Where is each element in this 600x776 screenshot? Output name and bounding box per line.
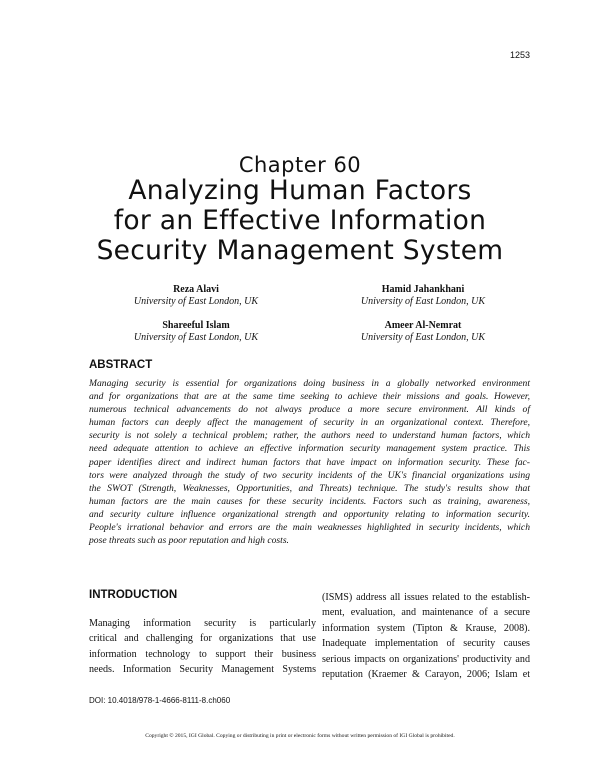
abstract-line: numerous technical advancements do not always produce a more secure environment. All kinds of <box>89 404 530 416</box>
abstract-body <box>89 377 530 547</box>
author-affiliation: University of East London, UK <box>133 332 259 343</box>
author-block <box>76 284 316 308</box>
body-column-right <box>322 590 530 682</box>
abstract-line: need adequate attention to achieve an effective information security management system practice. This <box>89 443 530 455</box>
author-affiliation: University of East London, UK <box>360 332 486 343</box>
body-line: critical and challenging for organizations that use <box>89 633 316 645</box>
body-line: (ISMS) address all issues related to the establish- <box>322 592 530 603</box>
title-line: Security Management System <box>96 235 504 266</box>
author-name: Reza Alavi <box>173 284 219 295</box>
author-name: Hamid Jahankhani <box>381 284 465 295</box>
copyright-notice: Copyright © 2015, IGI Global. Copying or distributing in print or electronic forms without written permission of IGI Global is prohibited. <box>145 733 455 739</box>
body-line: information technology to support their business <box>89 648 316 660</box>
abstract-heading: ABSTRACT <box>89 359 153 371</box>
introduction-heading: INTRODUCTION <box>89 589 178 601</box>
abstract-line: and security culture influence organizational strength and opportunity relating to information security. <box>89 508 530 520</box>
abstract-line: human factors can deeply affect the management of security in an organizational context. Therefore, <box>89 417 530 429</box>
abstract-line: human factors are the main causes for these security incidents. Factors such as training, awareness, <box>89 495 530 507</box>
author-affiliation: University of East London, UK <box>360 296 486 307</box>
body-column-left <box>89 616 316 678</box>
abstract-line: security is not solely a technical problem; rather, the authors need to understand human factors, which <box>89 430 530 442</box>
body-line: Managing information security is particularly <box>89 618 316 629</box>
author-block <box>303 320 543 344</box>
abstract-line: tors were analyzed through the study of two security incidents of the UK's financial organizations using <box>89 469 530 481</box>
body-line: reputation (Kraemer & Carayon, 2006; Islam et <box>322 669 530 681</box>
title-line: for an Effective Information <box>113 205 487 236</box>
abstract-line: and for organizations that are at the same time seeking to achieve their missions and goals. However, <box>89 391 530 403</box>
author-block <box>303 284 543 308</box>
chapter-label: Chapter 60 <box>238 153 362 177</box>
abstract-line: the SWOT (Strength, Weaknesses, Opportunities, and Threats) technique. The study's results show that <box>89 482 530 494</box>
author-block <box>76 320 316 344</box>
doi: DOI: 10.4018/978-1-4666-8111-8.ch060 <box>89 696 231 705</box>
abstract-line: Managing security is essential for organizations doing business in a globally networked environment <box>89 378 530 389</box>
body-line: ment, evaluation, and maintenance of a secure <box>322 607 530 619</box>
chapter-title <box>0 176 600 266</box>
abstract-line: People's irrational behavior and errors are the main weaknesses highlighted in security incidents, which <box>89 522 530 534</box>
body-line: information system (Tipton & Krause, 2008). <box>322 622 530 634</box>
author-name: Ameer Al-Nemrat <box>384 320 462 331</box>
abstract-line: paper identifies direct and indirect human factors that have impact on information security. These fac- <box>89 456 530 468</box>
author-name: Shareeful Islam <box>162 320 230 331</box>
body-line: needs. Information Security Management Systems <box>89 664 316 676</box>
body-line: serious impacts on organizations' productivity and <box>322 653 530 665</box>
page-number: 1253 <box>509 50 530 60</box>
body-line: Inadequate implementation of security causes <box>322 638 530 650</box>
abstract-line: pose threats such as poor reputation and high costs. <box>89 535 289 547</box>
author-affiliation: University of East London, UK <box>133 296 259 307</box>
title-line: Analyzing Human Factors <box>128 175 472 206</box>
